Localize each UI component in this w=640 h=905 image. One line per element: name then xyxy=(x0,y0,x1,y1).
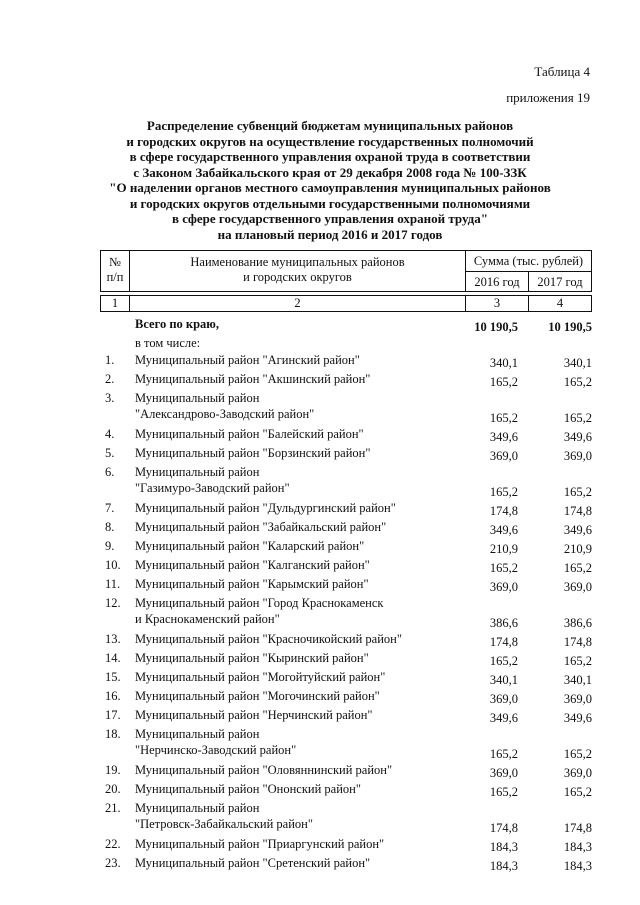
row-name xyxy=(135,688,445,704)
header-num-line2: п/п xyxy=(106,270,124,284)
row-value-2016: 369,0 xyxy=(489,692,518,706)
row-value-2017: 369,0 xyxy=(563,580,592,594)
row-name-line: Муниципальный район "Оловяннинский район" xyxy=(135,763,393,777)
row-name-line: Муниципальный район "Калганский район" xyxy=(135,558,370,572)
table-row xyxy=(100,576,592,595)
row-name-line: "Петровск-Забайкальский район" xyxy=(135,817,313,831)
row-name xyxy=(135,781,445,797)
table-row xyxy=(100,669,592,688)
index-cell-4: 4 xyxy=(528,295,592,312)
row-name-line: Муниципальный район "Приаргунский район" xyxy=(135,837,385,851)
row-value-2017: 369,0 xyxy=(563,766,592,780)
header-name-line1: Наименование муниципальных районов xyxy=(190,255,405,269)
row-name-line: и Краснокаменский район" xyxy=(135,612,280,626)
table-row xyxy=(100,426,592,445)
row-value-2016: 165,2 xyxy=(489,561,518,575)
row-value-2017: 174,8 xyxy=(563,635,592,649)
row-name-line: Муниципальный район "Красночикойский район" xyxy=(135,632,402,646)
row-value-2016: 184,3 xyxy=(489,859,518,873)
row-value-2016: 174,8 xyxy=(489,504,518,518)
row-name-line: Муниципальный район "Балейский район" xyxy=(135,427,364,441)
row-name xyxy=(135,557,445,573)
row-value-2016: 165,2 xyxy=(489,375,518,389)
row-value-2017: 165,2 xyxy=(563,747,592,761)
table-row xyxy=(100,390,592,426)
document-title xyxy=(95,118,565,242)
row-number: 16. xyxy=(105,689,121,703)
row-number: 1. xyxy=(105,353,115,367)
row-name-line: "Газимуро-Заводский район" xyxy=(135,481,290,495)
table-body xyxy=(100,316,592,874)
row-name xyxy=(135,707,445,723)
row-name xyxy=(135,836,445,852)
table-row xyxy=(100,519,592,538)
row-number: 6. xyxy=(105,465,115,479)
row-value-2017: 184,3 xyxy=(563,859,592,873)
row-value-2016: 369,0 xyxy=(489,766,518,780)
row-name-line: Муниципальный район xyxy=(135,801,260,815)
title-line: в сфере государственного управления охраной труда в соответствии xyxy=(129,149,531,164)
row-name xyxy=(135,855,445,871)
row-name-line: Муниципальный район "Могойтуйский район" xyxy=(135,670,386,684)
row-number: 7. xyxy=(105,501,115,515)
index-cell-1: 1 xyxy=(100,295,130,312)
table-row xyxy=(100,464,592,500)
row-name xyxy=(135,538,445,554)
row-name xyxy=(135,669,445,685)
row-value-2017: 174,8 xyxy=(563,821,592,835)
row-value-2017: 165,2 xyxy=(563,375,592,389)
table-row xyxy=(100,352,592,371)
row-value-2016: 165,2 xyxy=(489,747,518,761)
row-value-2017: 165,2 xyxy=(563,654,592,668)
row-value-2016: 349,6 xyxy=(489,523,518,537)
row-name-line: Муниципальный район "Акшинский район" xyxy=(135,372,371,386)
row-value-2017: 349,6 xyxy=(563,711,592,725)
row-name-line: Муниципальный район "Кыринский район" xyxy=(135,651,369,665)
table-row xyxy=(100,781,592,800)
row-number: 11. xyxy=(105,577,121,591)
row-name xyxy=(135,426,445,442)
header-sum-cell: Сумма (тыс. рублей) xyxy=(465,250,592,272)
row-value-2017: 349,6 xyxy=(563,430,592,444)
table-row xyxy=(100,707,592,726)
table-row xyxy=(100,557,592,576)
row-value-2016: 165,2 xyxy=(489,654,518,668)
title-line: "О наделении органов местного самоуправления муниципальных районов xyxy=(109,180,551,195)
table-header xyxy=(100,250,592,310)
row-name xyxy=(135,631,445,647)
total-label: Всего по краю, xyxy=(135,317,219,331)
row-value-2017: 210,9 xyxy=(563,542,592,556)
row-number: 19. xyxy=(105,763,121,777)
table-row xyxy=(100,500,592,519)
title-line: в сфере государственного управления охраной труда" xyxy=(172,211,488,226)
row-name-line: Муниципальный район "Агинский район" xyxy=(135,353,360,367)
row-value-2016: 340,1 xyxy=(489,673,518,687)
row-value-2016: 369,0 xyxy=(489,449,518,463)
row-number: 20. xyxy=(105,782,121,796)
table-reference: Таблица 4 xyxy=(534,64,590,79)
row-name-line: Муниципальный район "Забайкальский район" xyxy=(135,520,387,534)
table-row xyxy=(100,726,592,762)
row-name xyxy=(135,519,445,535)
row-name xyxy=(135,576,445,592)
table-row xyxy=(100,595,592,631)
index-cell-2: 2 xyxy=(129,295,466,312)
row-number: 4. xyxy=(105,427,115,441)
header-name-line2: и городских округов xyxy=(243,270,352,284)
header-name-cell xyxy=(129,250,466,292)
header-2017-cell: 2017 год xyxy=(528,271,592,292)
row-value-2016: 349,6 xyxy=(489,711,518,725)
row-value-2016: 349,6 xyxy=(489,430,518,444)
row-value-2016: 386,6 xyxy=(489,616,518,630)
row-value-2016: 174,8 xyxy=(489,635,518,649)
row-number: 22. xyxy=(105,837,121,851)
table-row xyxy=(100,371,592,390)
row-value-2017: 165,2 xyxy=(563,785,592,799)
table-row xyxy=(100,631,592,650)
row-number: 14. xyxy=(105,651,121,665)
table-row xyxy=(100,800,592,836)
row-name-line: Муниципальный район "Ононский район" xyxy=(135,782,361,796)
row-value-2017: 174,8 xyxy=(563,504,592,518)
total-2017: 10 190,5 xyxy=(548,320,592,334)
title-line: на плановый период 2016 и 2017 годов xyxy=(217,226,443,242)
table-row xyxy=(100,445,592,464)
table-row xyxy=(100,538,592,557)
row-value-2016: 210,9 xyxy=(489,542,518,556)
row-number: 18. xyxy=(105,727,121,741)
table-row xyxy=(100,836,592,855)
row-name-line: Муниципальный район "Каларский район" xyxy=(135,539,365,553)
row-value-2017: 369,0 xyxy=(563,449,592,463)
row-name-line: Муниципальный район "Могочинский район" xyxy=(135,689,380,703)
table-row xyxy=(100,688,592,707)
row-value-2017: 369,0 xyxy=(563,692,592,706)
row-number: 5. xyxy=(105,446,115,460)
row-value-2016: 369,0 xyxy=(489,580,518,594)
row-value-2016: 165,2 xyxy=(489,485,518,499)
row-name xyxy=(135,464,445,496)
row-number: 12. xyxy=(105,596,121,610)
table-row xyxy=(100,855,592,874)
row-number: 8. xyxy=(105,520,115,534)
title-line: и городских округов отдельными государственными полномочиями xyxy=(129,195,531,211)
table-row xyxy=(100,650,592,669)
row-name xyxy=(135,445,445,461)
row-name xyxy=(135,800,445,832)
row-name xyxy=(135,371,445,387)
row-value-2017: 165,2 xyxy=(563,561,592,575)
row-value-2017: 184,3 xyxy=(563,840,592,854)
row-value-2017: 165,2 xyxy=(563,485,592,499)
row-number: 23. xyxy=(105,856,121,870)
row-value-2016: 174,8 xyxy=(489,821,518,835)
row-name-line: Муниципальный район xyxy=(135,391,260,405)
header-num-line1: № xyxy=(109,255,121,269)
row-number: 21. xyxy=(105,801,121,815)
including-label: в том числе: xyxy=(135,336,201,350)
row-value-2017: 386,6 xyxy=(563,616,592,630)
table-row xyxy=(100,762,592,781)
row-value-2017: 165,2 xyxy=(563,411,592,425)
row-number: 17. xyxy=(105,708,121,722)
row-name xyxy=(135,726,445,758)
row-number: 15. xyxy=(105,670,121,684)
title-line: с Законом Забайкальского края от 29 декабря 2008 года № 100-ЗЗК xyxy=(133,164,527,180)
row-number: 2. xyxy=(105,372,115,386)
row-name xyxy=(135,352,445,368)
row-number: 9. xyxy=(105,539,115,553)
row-name xyxy=(135,500,445,516)
row-name-line: Муниципальный район "Нерчинский район" xyxy=(135,708,373,722)
row-name xyxy=(135,650,445,666)
row-number: 3. xyxy=(105,391,115,405)
including-row xyxy=(100,335,592,352)
row-name-line: Муниципальный район "Сретенский район" xyxy=(135,856,371,870)
total-row xyxy=(100,316,592,335)
row-name xyxy=(135,595,445,627)
row-name-line: Муниципальный район "Дульдургинский район" xyxy=(135,501,396,515)
row-name-line: Муниципальный район "Борзинский район" xyxy=(135,446,371,460)
row-name-line: Муниципальный район "Город Краснокаменск xyxy=(135,596,384,610)
row-value-2016: 184,3 xyxy=(489,840,518,854)
title-line: и городских округов на осуществление государственных полномочий xyxy=(126,133,534,149)
row-name xyxy=(135,762,445,778)
row-value-2017: 349,6 xyxy=(563,523,592,537)
index-cell-3: 3 xyxy=(465,295,529,312)
row-value-2016: 165,2 xyxy=(489,785,518,799)
title-line: Распределение субвенций бюджетам муниципальных районов xyxy=(146,118,514,133)
appendix-reference: приложения 19 xyxy=(506,90,590,105)
row-name-line: "Александрово-Заводский район" xyxy=(135,407,315,421)
row-name xyxy=(135,390,445,422)
row-number: 13. xyxy=(105,632,121,646)
row-value-2016: 165,2 xyxy=(489,411,518,425)
row-number: 10. xyxy=(105,558,121,572)
header-2016-cell: 2016 год xyxy=(465,271,529,292)
row-name-line: Муниципальный район xyxy=(135,727,260,741)
row-name-line: Муниципальный район "Карымский район" xyxy=(135,577,369,591)
total-2016: 10 190,5 xyxy=(474,320,518,334)
row-name-line: Муниципальный район xyxy=(135,465,260,479)
header-num-cell xyxy=(100,250,130,292)
row-value-2016: 340,1 xyxy=(489,356,518,370)
row-name-line: "Нерчинско-Заводский район" xyxy=(135,743,297,757)
row-value-2017: 340,1 xyxy=(563,673,592,687)
row-value-2017: 340,1 xyxy=(563,356,592,370)
